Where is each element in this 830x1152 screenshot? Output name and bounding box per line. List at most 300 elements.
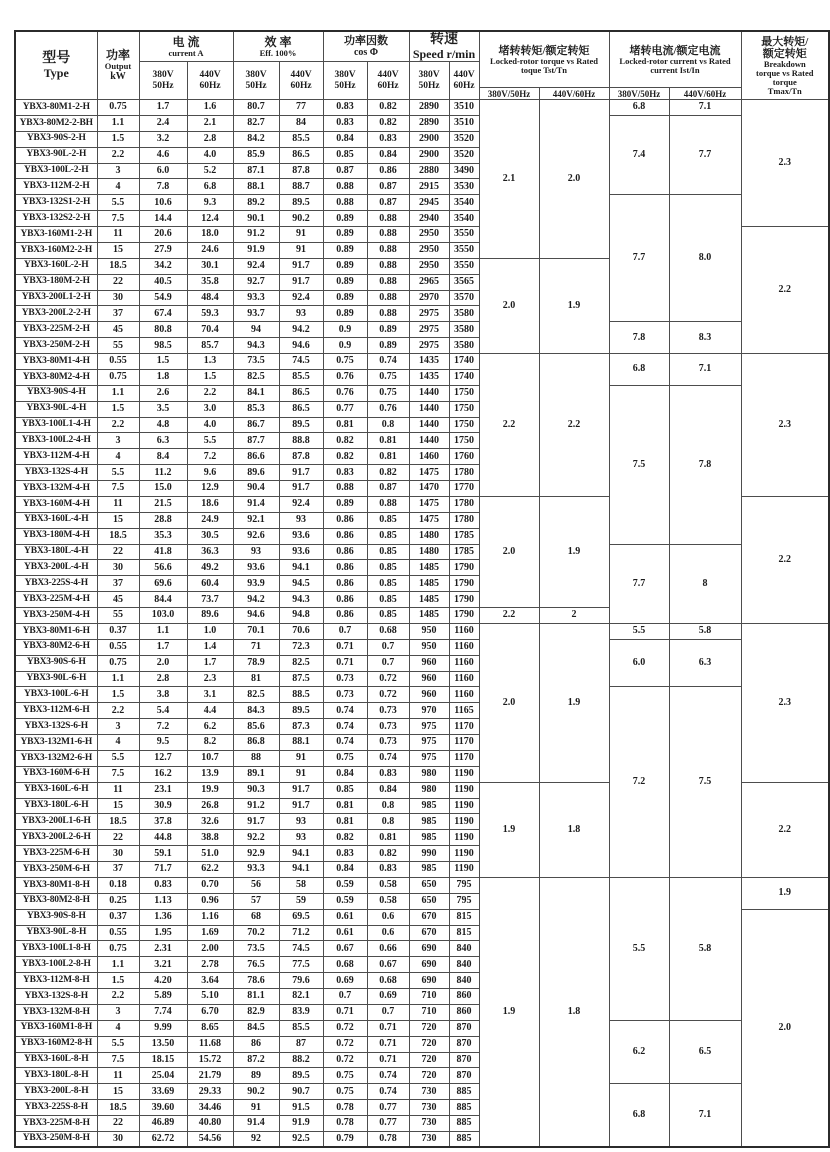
type-cell: YBX3-250M-6-H xyxy=(15,862,97,878)
cos-440v-60hz-cell: 0.81 xyxy=(367,433,409,449)
voltage-label: 440V xyxy=(199,69,221,80)
speed-380v-50hz-cell: 980 xyxy=(409,766,449,782)
output-kw-cell: 55 xyxy=(97,608,139,624)
output-kw-cell: 11 xyxy=(97,496,139,512)
output-kw-cell: 11 xyxy=(97,227,139,243)
type-cell: YBX3-90L-6-H xyxy=(15,671,97,687)
current-380v-50hz-cell: 4.20 xyxy=(139,973,187,989)
eff-440v-60hz-cell: 89.5 xyxy=(279,703,323,719)
cos-380v-50hz-cell: 0.74 xyxy=(323,735,367,751)
eff-380v-50hz-cell: 91.2 xyxy=(233,227,279,243)
ist-440v-cell: 7.1 xyxy=(669,354,741,386)
table-row xyxy=(15,100,829,116)
speed-380v-50hz-cell: 1485 xyxy=(409,576,449,592)
cos-440v-60hz-cell: 0.89 xyxy=(367,322,409,338)
current-380v-50hz-cell: 98.5 xyxy=(139,338,187,354)
type-cell: YBX3-90S-6-H xyxy=(15,655,97,671)
current-380v-50hz-cell: 5.4 xyxy=(139,703,187,719)
current-440v-60hz-cell: 1.69 xyxy=(187,925,233,941)
eff-380v-50hz-cell: 90.4 xyxy=(233,481,279,497)
current-380v-50hz-cell: 7.8 xyxy=(139,179,187,195)
eff-440v-60hz-cell: 94.8 xyxy=(279,608,323,624)
speed-380v-50hz-cell: 985 xyxy=(409,830,449,846)
type-header-zh: 型号 xyxy=(42,51,71,66)
eff-380v-50hz-cell: 81 xyxy=(233,671,279,687)
cos-380v-50hz-cell: 0.71 xyxy=(323,655,367,671)
speed-440v-60hz-cell: 1785 xyxy=(449,544,479,560)
current-440v-60hz-cell: 2.8 xyxy=(187,131,233,147)
table-header xyxy=(15,31,829,100)
speed-380v-50hz-cell: 990 xyxy=(409,846,449,862)
speed-440v-60hz-cell: 3550 xyxy=(449,227,479,243)
eff-380v-50hz-cell: 71 xyxy=(233,639,279,655)
speed-440v-60hz-cell: 1760 xyxy=(449,449,479,465)
col-header-output xyxy=(97,31,139,100)
current-380v-50hz-cell: 103.0 xyxy=(139,608,187,624)
eff-440v-60hz-cell: 85.5 xyxy=(279,131,323,147)
eff-380v-50hz-cell: 92.6 xyxy=(233,528,279,544)
cos-440v-60hz-cell: 0.84 xyxy=(367,782,409,798)
output-kw-cell: 0.55 xyxy=(97,925,139,941)
eff-440v-60hz-cell: 82.5 xyxy=(279,655,323,671)
speed-440v-60hz-cell: 1790 xyxy=(449,592,479,608)
cos-440v-60hz-cell: 0.66 xyxy=(367,941,409,957)
eff-380v-50hz-cell: 91.4 xyxy=(233,496,279,512)
speed-380v-50hz-cell: 1470 xyxy=(409,481,449,497)
subheader-eff-440v xyxy=(279,62,323,100)
eff-380v-50hz-cell: 90.3 xyxy=(233,782,279,798)
cos-440v-60hz-cell: 0.88 xyxy=(367,290,409,306)
speed-380v-50hz-cell: 730 xyxy=(409,1084,449,1100)
cos-440v-60hz-cell: 0.85 xyxy=(367,544,409,560)
output-header-en: Output xyxy=(104,61,132,71)
speed-440v-60hz-cell: 860 xyxy=(449,1004,479,1020)
current-440v-60hz-cell: 32.6 xyxy=(187,814,233,830)
cos-440v-60hz-cell: 0.7 xyxy=(367,655,409,671)
current-440v-60hz-cell: 1.16 xyxy=(187,909,233,925)
speed-440v-60hz-cell: 815 xyxy=(449,909,479,925)
speed-440v-60hz-cell: 1190 xyxy=(449,766,479,782)
cos-440v-60hz-cell: 0.85 xyxy=(367,608,409,624)
cos-440v-60hz-cell: 0.8 xyxy=(367,814,409,830)
type-cell: YBX3-112M-8-H xyxy=(15,973,97,989)
speed-380v-50hz-cell: 2900 xyxy=(409,131,449,147)
speed-380v-50hz-cell: 1475 xyxy=(409,512,449,528)
speed-440v-60hz-cell: 3540 xyxy=(449,211,479,227)
current-380v-50hz-cell: 3.2 xyxy=(139,131,187,147)
current-380v-50hz-cell: 30.9 xyxy=(139,798,187,814)
eff-380v-50hz-cell: 73.5 xyxy=(233,354,279,370)
cos-380v-50hz-cell: 0.84 xyxy=(323,766,367,782)
eff-380v-50hz-cell: 86.6 xyxy=(233,449,279,465)
speed-440v-60hz-cell: 870 xyxy=(449,1020,479,1036)
output-kw-cell: 0.75 xyxy=(97,941,139,957)
speed-380v-50hz-cell: 975 xyxy=(409,735,449,751)
speed-380v-50hz-cell: 1440 xyxy=(409,401,449,417)
speed-380v-50hz-cell: 950 xyxy=(409,639,449,655)
cos-380v-50hz-cell: 0.75 xyxy=(323,1068,367,1084)
tst-440v-cell: 1.9 xyxy=(539,258,609,353)
cos-380v-50hz-cell: 0.9 xyxy=(323,338,367,354)
type-cell: YBX3-200L-8-H xyxy=(15,1084,97,1100)
cos-380v-50hz-cell: 0.84 xyxy=(323,131,367,147)
table-row xyxy=(15,322,829,338)
eff-440v-60hz-cell: 91 xyxy=(279,766,323,782)
cos-380v-50hz-cell: 0.82 xyxy=(323,433,367,449)
output-kw-cell: 2.2 xyxy=(97,147,139,163)
freq-label: 60Hz xyxy=(290,80,312,91)
ist-440v-cell: 6.5 xyxy=(669,1020,741,1084)
output-header-unit: kW xyxy=(110,71,126,82)
cos-440v-60hz-cell: 0.88 xyxy=(367,496,409,512)
col-header-tst xyxy=(479,31,609,88)
ist-440v-cell: 5.8 xyxy=(669,623,741,639)
eff-440v-60hz-cell: 82.1 xyxy=(279,989,323,1005)
current-380v-50hz-cell: 4.8 xyxy=(139,417,187,433)
cos-440v-60hz-cell: 0.88 xyxy=(367,258,409,274)
cos-380v-50hz-cell: 0.79 xyxy=(323,1131,367,1147)
cos-440v-60hz-cell: 0.88 xyxy=(367,274,409,290)
speed-440v-60hz-cell: 3540 xyxy=(449,195,479,211)
output-kw-cell: 18.5 xyxy=(97,258,139,274)
type-cell: YBX3-112M-2-H xyxy=(15,179,97,195)
speed-440v-60hz-cell: 1785 xyxy=(449,528,479,544)
cos-380v-50hz-cell: 0.73 xyxy=(323,687,367,703)
output-kw-cell: 30 xyxy=(97,1131,139,1147)
eff-380v-50hz-cell: 90.2 xyxy=(233,1084,279,1100)
eff-380v-50hz-cell: 93.6 xyxy=(233,560,279,576)
current-440v-60hz-cell: 3.64 xyxy=(187,973,233,989)
eff-380v-50hz-cell: 87.1 xyxy=(233,163,279,179)
table-body xyxy=(15,100,829,1148)
ist-header-zh: 堵转电流/额定电流 xyxy=(629,44,721,57)
current-440v-60hz-cell: 1.7 xyxy=(187,655,233,671)
ist-440v-cell: 7.1 xyxy=(669,1084,741,1148)
current-380v-50hz-cell: 2.31 xyxy=(139,941,187,957)
cos-380v-50hz-cell: 0.71 xyxy=(323,639,367,655)
cos-380v-50hz-cell: 0.77 xyxy=(323,401,367,417)
current-440v-60hz-cell: 9.6 xyxy=(187,465,233,481)
current-440v-60hz-cell: 29.33 xyxy=(187,1084,233,1100)
output-kw-cell: 30 xyxy=(97,846,139,862)
eff-380v-50hz-cell: 92 xyxy=(233,1131,279,1147)
current-380v-50hz-cell: 12.7 xyxy=(139,750,187,766)
subheader-ist-380v: 380V/50Hz xyxy=(609,88,669,100)
subheader-tst-440v: 440V/60Hz xyxy=(539,88,609,100)
eff-380v-50hz-cell: 91.4 xyxy=(233,1116,279,1132)
current-380v-50hz-cell: 28.8 xyxy=(139,512,187,528)
cos-380v-50hz-cell: 0.86 xyxy=(323,560,367,576)
speed-440v-60hz-cell: 1780 xyxy=(449,496,479,512)
cos-380v-50hz-cell: 0.88 xyxy=(323,481,367,497)
current-440v-60hz-cell: 18.0 xyxy=(187,227,233,243)
speed-380v-50hz-cell: 975 xyxy=(409,719,449,735)
eff-440v-60hz-cell: 89.5 xyxy=(279,1068,323,1084)
output-header-zh: 功率 xyxy=(105,48,130,62)
eff-380v-50hz-cell: 92.1 xyxy=(233,512,279,528)
cos-380v-50hz-cell: 0.68 xyxy=(323,957,367,973)
cos-440v-60hz-cell: 0.86 xyxy=(367,163,409,179)
eff-440v-60hz-cell: 94.1 xyxy=(279,560,323,576)
cos-380v-50hz-cell: 0.69 xyxy=(323,973,367,989)
cos-440v-60hz-cell: 0.85 xyxy=(367,528,409,544)
subheader-ist-440v: 440V/60Hz xyxy=(669,88,741,100)
cos-380v-50hz-cell: 0.89 xyxy=(323,242,367,258)
ist-380v-cell: 5.5 xyxy=(609,623,669,639)
eff-440v-60hz-cell: 88.8 xyxy=(279,433,323,449)
output-kw-cell: 0.25 xyxy=(97,893,139,909)
tst-380v-cell: 2.2 xyxy=(479,608,539,624)
tst-440v-cell: 1.8 xyxy=(539,877,609,1147)
eff-380v-50hz-cell: 84.2 xyxy=(233,131,279,147)
ist-440v-cell: 7.1 xyxy=(669,100,741,116)
tst-header-en: Locked-rotor torque vs Rated toque Tst/Tn xyxy=(490,55,598,75)
speed-380v-50hz-cell: 720 xyxy=(409,1052,449,1068)
subheader-cos-440v xyxy=(367,62,409,100)
freq-label: 50Hz xyxy=(245,80,267,91)
current-440v-60hz-cell: 3.0 xyxy=(187,401,233,417)
current-440v-60hz-cell: 85.7 xyxy=(187,338,233,354)
cos-440v-60hz-cell: 0.85 xyxy=(367,512,409,528)
eff-440v-60hz-cell: 88.1 xyxy=(279,735,323,751)
current-380v-50hz-cell: 35.3 xyxy=(139,528,187,544)
speed-440v-60hz-cell: 840 xyxy=(449,957,479,973)
output-kw-cell: 15 xyxy=(97,242,139,258)
current-380v-50hz-cell: 39.60 xyxy=(139,1100,187,1116)
cos-380v-50hz-cell: 0.59 xyxy=(323,893,367,909)
ist-header-en: Locked-rotor current vs Rated current Ist/In xyxy=(619,55,731,75)
ist-440v-cell: 7.8 xyxy=(669,385,741,544)
col-header-ist xyxy=(609,31,741,88)
subheader-tst-380v: 380V/50Hz xyxy=(479,88,539,100)
col-header-speed xyxy=(409,31,479,62)
eff-440v-60hz-cell: 91 xyxy=(279,750,323,766)
current-440v-60hz-cell: 1.6 xyxy=(187,100,233,116)
speed-440v-60hz-cell: 885 xyxy=(449,1131,479,1147)
current-440v-60hz-cell: 10.7 xyxy=(187,750,233,766)
speed-380v-50hz-cell: 2945 xyxy=(409,195,449,211)
eff-380v-50hz-cell: 80.7 xyxy=(233,100,279,116)
type-cell: YBX3-112M-4-H xyxy=(15,449,97,465)
output-kw-cell: 7.5 xyxy=(97,766,139,782)
cos-380v-50hz-cell: 0.81 xyxy=(323,798,367,814)
type-cell: YBX3-160L-2-H xyxy=(15,258,97,274)
eff-header-zh: 效 率 xyxy=(264,34,292,49)
cos-380v-50hz-cell: 0.74 xyxy=(323,703,367,719)
output-kw-cell: 45 xyxy=(97,592,139,608)
current-440v-60hz-cell: 6.8 xyxy=(187,179,233,195)
current-440v-60hz-cell: 24.6 xyxy=(187,242,233,258)
cos-440v-60hz-cell: 0.76 xyxy=(367,401,409,417)
type-cell: YBX3-132M2-6-H xyxy=(15,750,97,766)
cos-380v-50hz-cell: 0.61 xyxy=(323,925,367,941)
cos-380v-50hz-cell: 0.81 xyxy=(323,814,367,830)
speed-380v-50hz-cell: 985 xyxy=(409,814,449,830)
output-kw-cell: 22 xyxy=(97,544,139,560)
speed-440v-60hz-cell: 840 xyxy=(449,973,479,989)
current-440v-60hz-cell: 1.5 xyxy=(187,369,233,385)
motor-spec-table xyxy=(14,30,830,1148)
cos-380v-50hz-cell: 0.82 xyxy=(323,449,367,465)
speed-380v-50hz-cell: 975 xyxy=(409,750,449,766)
eff-440v-60hz-cell: 83.9 xyxy=(279,1004,323,1020)
eff-380v-50hz-cell: 82.5 xyxy=(233,369,279,385)
current-440v-60hz-cell: 15.72 xyxy=(187,1052,233,1068)
cos-380v-50hz-cell: 0.89 xyxy=(323,258,367,274)
eff-380v-50hz-cell: 91 xyxy=(233,1100,279,1116)
speed-380v-50hz-cell: 730 xyxy=(409,1116,449,1132)
speed-440v-60hz-cell: 1190 xyxy=(449,862,479,878)
eff-440v-60hz-cell: 91.7 xyxy=(279,782,323,798)
eff-440v-60hz-cell: 88.2 xyxy=(279,1052,323,1068)
eff-440v-60hz-cell: 71.2 xyxy=(279,925,323,941)
speed-440v-60hz-cell: 1750 xyxy=(449,385,479,401)
current-440v-60hz-cell: 54.56 xyxy=(187,1131,233,1147)
table-row xyxy=(15,195,829,211)
ist-380v-cell: 7.4 xyxy=(609,115,669,194)
speed-380v-50hz-cell: 1435 xyxy=(409,369,449,385)
cos-380v-50hz-cell: 0.75 xyxy=(323,750,367,766)
cos-380v-50hz-cell: 0.76 xyxy=(323,385,367,401)
eff-380v-50hz-cell: 89 xyxy=(233,1068,279,1084)
tst-380v-cell: 1.9 xyxy=(479,782,539,877)
tmax-cell: 2.2 xyxy=(741,227,829,354)
cos-440v-60hz-cell: 0.82 xyxy=(367,100,409,116)
output-kw-cell: 1.5 xyxy=(97,687,139,703)
speed-header-zh: 转速 xyxy=(430,32,458,47)
speed-440v-60hz-cell: 3520 xyxy=(449,147,479,163)
speed-380v-50hz-cell: 1480 xyxy=(409,528,449,544)
ist-440v-cell: 8 xyxy=(669,544,741,623)
current-380v-50hz-cell: 34.2 xyxy=(139,258,187,274)
current-380v-50hz-cell: 0.83 xyxy=(139,877,187,893)
eff-440v-60hz-cell: 87.8 xyxy=(279,163,323,179)
cos-440v-60hz-cell: 0.7 xyxy=(367,1004,409,1020)
output-kw-cell: 55 xyxy=(97,338,139,354)
eff-380v-50hz-cell: 91.9 xyxy=(233,242,279,258)
eff-440v-60hz-cell: 91.5 xyxy=(279,1100,323,1116)
current-440v-60hz-cell: 51.0 xyxy=(187,846,233,862)
current-440v-60hz-cell: 35.8 xyxy=(187,274,233,290)
current-440v-60hz-cell: 2.2 xyxy=(187,385,233,401)
current-440v-60hz-cell: 5.2 xyxy=(187,163,233,179)
cos-380v-50hz-cell: 0.67 xyxy=(323,941,367,957)
speed-440v-60hz-cell: 1160 xyxy=(449,639,479,655)
cos-380v-50hz-cell: 0.86 xyxy=(323,592,367,608)
cos-380v-50hz-cell: 0.86 xyxy=(323,544,367,560)
output-kw-cell: 1.1 xyxy=(97,115,139,131)
eff-380v-50hz-cell: 84.5 xyxy=(233,1020,279,1036)
eff-380v-50hz-cell: 92.4 xyxy=(233,258,279,274)
current-380v-50hz-cell: 1.5 xyxy=(139,354,187,370)
speed-440v-60hz-cell: 1190 xyxy=(449,814,479,830)
cos-440v-60hz-cell: 0.83 xyxy=(367,131,409,147)
cos-440v-60hz-cell: 0.84 xyxy=(367,147,409,163)
current-440v-60hz-cell: 7.2 xyxy=(187,449,233,465)
speed-440v-60hz-cell: 1160 xyxy=(449,655,479,671)
col-header-type xyxy=(15,31,97,100)
tmax-cell: 2.2 xyxy=(741,782,829,877)
type-cell: YBX3-100L1-4-H xyxy=(15,417,97,433)
eff-440v-60hz-cell: 88.5 xyxy=(279,687,323,703)
speed-440v-60hz-cell: 795 xyxy=(449,893,479,909)
eff-380v-50hz-cell: 85.6 xyxy=(233,719,279,735)
cos-440v-60hz-cell: 0.7 xyxy=(367,639,409,655)
eff-440v-60hz-cell: 85.5 xyxy=(279,369,323,385)
speed-380v-50hz-cell: 650 xyxy=(409,877,449,893)
speed-440v-60hz-cell: 1780 xyxy=(449,512,479,528)
speed-380v-50hz-cell: 720 xyxy=(409,1068,449,1084)
speed-380v-50hz-cell: 2900 xyxy=(409,147,449,163)
ist-380v-cell: 7.7 xyxy=(609,195,669,322)
cos-380v-50hz-cell: 0.83 xyxy=(323,846,367,862)
freq-label: 60Hz xyxy=(377,80,399,91)
speed-440v-60hz-cell: 1170 xyxy=(449,750,479,766)
cos-440v-60hz-cell: 0.72 xyxy=(367,671,409,687)
cos-380v-50hz-cell: 0.75 xyxy=(323,1084,367,1100)
current-440v-60hz-cell: 30.1 xyxy=(187,258,233,274)
cos-380v-50hz-cell: 0.71 xyxy=(323,1004,367,1020)
speed-440v-60hz-cell: 840 xyxy=(449,941,479,957)
eff-440v-60hz-cell: 93 xyxy=(279,512,323,528)
type-cell: YBX3-132M1-6-H xyxy=(15,735,97,751)
current-440v-60hz-cell: 2.00 xyxy=(187,941,233,957)
output-kw-cell: 18.5 xyxy=(97,1100,139,1116)
speed-440v-60hz-cell: 1780 xyxy=(449,465,479,481)
speed-440v-60hz-cell: 1790 xyxy=(449,576,479,592)
output-kw-cell: 0.18 xyxy=(97,877,139,893)
eff-440v-60hz-cell: 91.7 xyxy=(279,798,323,814)
current-440v-60hz-cell: 3.1 xyxy=(187,687,233,703)
eff-380v-50hz-cell: 68 xyxy=(233,909,279,925)
tst-380v-cell: 2.0 xyxy=(479,258,539,353)
speed-380v-50hz-cell: 1485 xyxy=(409,560,449,576)
output-kw-cell: 7.5 xyxy=(97,1052,139,1068)
output-kw-cell: 7.5 xyxy=(97,211,139,227)
ist-380v-cell: 6.2 xyxy=(609,1020,669,1084)
current-380v-50hz-cell: 1.36 xyxy=(139,909,187,925)
type-cell: YBX3-225M-8-H xyxy=(15,1116,97,1132)
speed-380v-50hz-cell: 2890 xyxy=(409,100,449,116)
speed-380v-50hz-cell: 710 xyxy=(409,989,449,1005)
cos-380v-50hz-cell: 0.87 xyxy=(323,163,367,179)
eff-440v-60hz-cell: 94.1 xyxy=(279,846,323,862)
eff-380v-50hz-cell: 88.1 xyxy=(233,179,279,195)
type-cell: YBX3-200L2-6-H xyxy=(15,830,97,846)
voltage-label: 440V xyxy=(453,69,475,80)
current-440v-60hz-cell: 24.9 xyxy=(187,512,233,528)
cos-440v-60hz-cell: 0.72 xyxy=(367,687,409,703)
tst-header-zh: 堵转转矩/额定转矩 xyxy=(498,44,590,57)
ist-440v-cell: 7.5 xyxy=(669,687,741,878)
cos-440v-60hz-cell: 0.82 xyxy=(367,465,409,481)
type-cell: YBX3-90S-8-H xyxy=(15,909,97,925)
eff-380v-50hz-cell: 91.2 xyxy=(233,798,279,814)
table-row xyxy=(15,115,829,131)
speed-440v-60hz-cell: 3570 xyxy=(449,290,479,306)
eff-440v-60hz-cell: 88.7 xyxy=(279,179,323,195)
current-380v-50hz-cell: 6.3 xyxy=(139,433,187,449)
current-440v-60hz-cell: 4.0 xyxy=(187,417,233,433)
type-cell: YBX3-80M1-2-H xyxy=(15,100,97,116)
type-cell: YBX3-200L-4-H xyxy=(15,560,97,576)
eff-440v-60hz-cell: 90.2 xyxy=(279,211,323,227)
cos-380v-50hz-cell: 0.7 xyxy=(323,989,367,1005)
speed-440v-60hz-cell: 1170 xyxy=(449,719,479,735)
type-cell: YBX3-112M-6-H xyxy=(15,703,97,719)
current-440v-60hz-cell: 2.78 xyxy=(187,957,233,973)
speed-380v-50hz-cell: 2970 xyxy=(409,290,449,306)
